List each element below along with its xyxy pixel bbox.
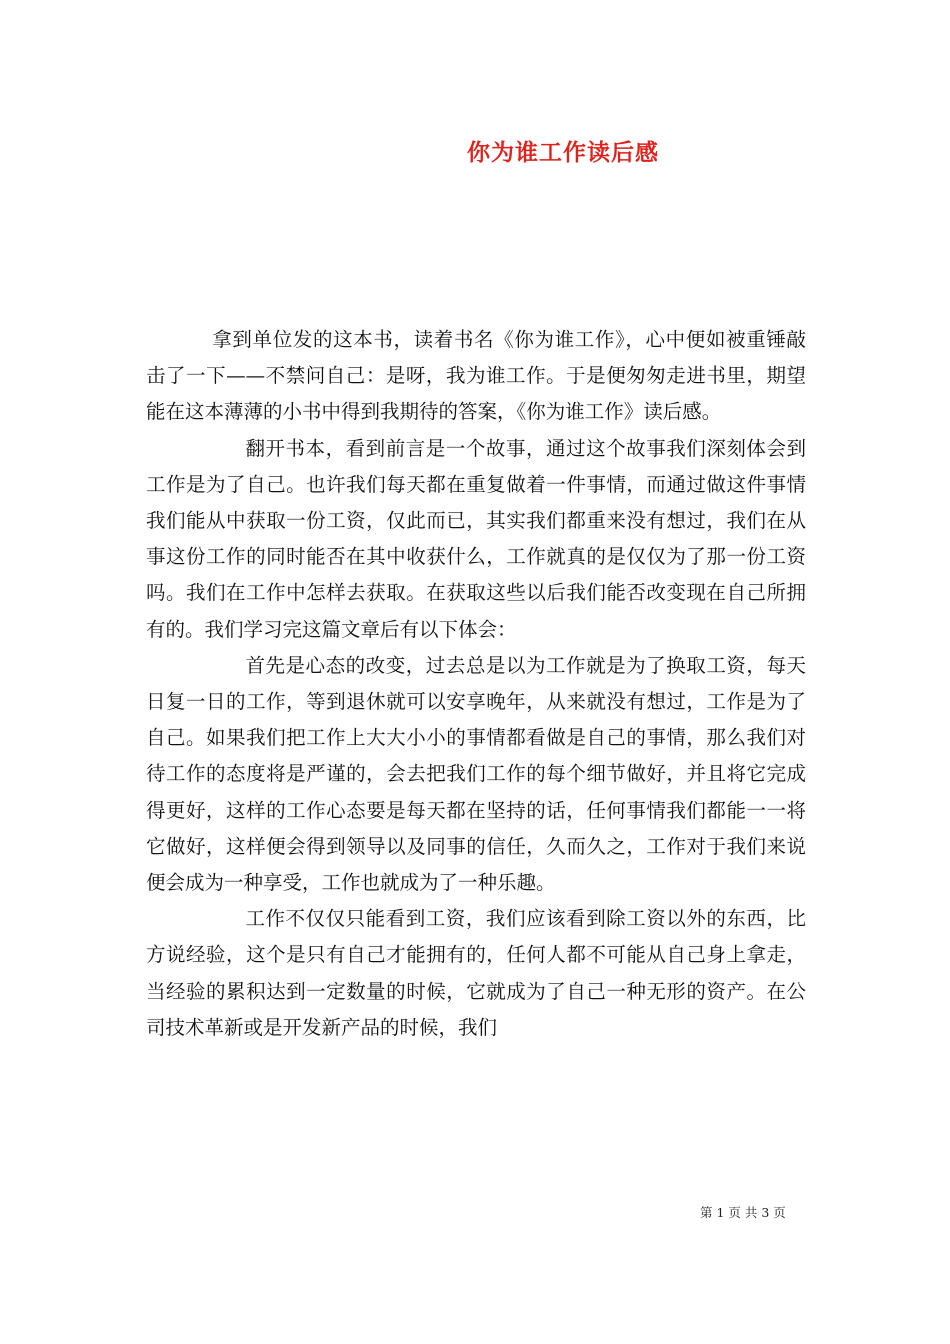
document-body <box>146 322 806 1046</box>
page-number-footer: 第 1 页 共 3 页 <box>700 1205 786 1220</box>
paragraph-3: 首先是心态的改变，过去总是以为工作就是为了换取工资，每天日复一日的工作，等到退休就可以安享晚年，从来就没有想过，工作是为了自己。如果我们把工作上大大小小的事情都看做是自己的事情，那么我们对待工作的态度将是严谨的，会去把我们工作的每个细节做好，并且将它完成得更好，这样的工作心态要是每天都在坚持的话，任何事情我们都能一一将它做好，这样便会得到领导以及同事的信任，久而久之，工作对于我们来说便会成为一种享受，工作也就成为了一种乐趣。 <box>146 653 806 895</box>
paragraph-4: 工作不仅仅只能看到工资，我们应该看到除工资以外的东西，比方说经验，这个是只有自己才能拥有的，任何人都不可能从自己身上拿走，当经验的累积达到一定数量的时候，它就成为了自己一种无形的资产。在公司技术革新或是开发新产品的时候，我们 <box>146 907 806 1039</box>
paragraph-1: 拿到单位发的这本书，读着书名《你为谁工作》，心中便如被重锤敲击了一下——不禁问自己：是呀，我为谁工作。于是便匆匆走进书里，期望能在这本薄薄的小书中得到我期待的答案，《你为谁工作》读后感。 <box>146 328 806 424</box>
document-title: 你为谁工作读后感 <box>467 139 659 166</box>
paragraph-2: 翻开书本，看到前言是一个故事，通过这个故事我们深刻体会到工作是为了自己。也许我们每天都在重复做着一件事情，而通过做这件事情我们能从中获取一份工资，仅此而已，其实我们都重来没有想过，我们在从事这份工作的同时能否在其中收获什么，工作就真的是仅仅为了那一份工资吗。我们在工作中怎样去获取。在获取这些以后我们能否改变现在自己所拥有的。我们学习完这篇文章后有以下体会： <box>146 436 806 641</box>
